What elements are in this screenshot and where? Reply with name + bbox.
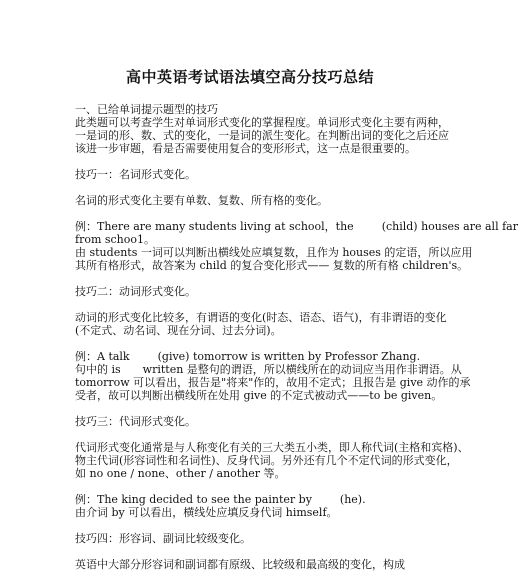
example-line: from schoo1。 (75, 233, 156, 246)
paragraph-line: 一是词的形、数、式的变化，一是词的派生变化。在判断出词的变化之后还应 (75, 129, 449, 142)
tip-heading: 技巧三：代词形式变化。 (75, 415, 196, 428)
example-text: 例：There are many students living at school，the (75, 220, 354, 233)
tip-heading: 技巧一：名词形式变化。 (75, 168, 196, 181)
example-line (75, 220, 518, 233)
document-title: 高中英语考试语法填空高分技巧总结 (125, 68, 374, 86)
paragraph-line: 名词的形式变化主要有单数、复数、所有格的变化。 (75, 194, 328, 207)
paragraph-line: 动词的形式变化比较多，有谓语的变化(时态、语态、语气)，有非谓语的变化 (75, 311, 447, 324)
explanation-line: 受者，故可以判断出横线所在处用 give 的不定式被动式——to be given。 (75, 389, 443, 402)
example-line (75, 493, 435, 506)
example-text: (he). (339, 493, 366, 506)
paragraph-line: 该进一步审题，看是否需要使用复合的变形形式，这一点是很重要的。 (75, 142, 416, 155)
example-text: (child) houses are all far (381, 220, 518, 233)
paragraph-line: 物主代词(形容词性和名词性)、反身代词。另外还有几个不定代词的形式变化， (75, 454, 458, 467)
section-heading: 一、已给单词提示题型的技巧 (75, 103, 218, 116)
paragraph-line: 如 no one / none、other / another 等。 (75, 467, 286, 480)
paragraph-line: (不定式、动名词、现在分词、过去分词)。 (75, 324, 282, 337)
paragraph-line: 代词形式变化通常是与人称变化有关的三大类五小类，即人称代词(主格和宾格)、 (75, 441, 469, 454)
paragraph-line: 此类题可以考查学生对单词形式变化的掌握程度。单词形式变化主要有两种， (75, 116, 449, 129)
explanation-line (75, 363, 462, 376)
tip-heading: 技巧二：动词形式变化。 (75, 285, 196, 298)
example-text: 例：A talk (75, 350, 130, 363)
example-text: (give) tomorrow is written by Professor Zhang. (157, 350, 421, 363)
example-text: 例：The king decided to see the painter by (75, 493, 312, 506)
explanation-text: written 是整句的谓语，所以横线所在的动词应当用作非谓语。从 (142, 363, 462, 376)
tip-heading: 技巧四：形容词、副词比较级变化。 (75, 532, 251, 545)
explanation-text: 句中的 is (75, 363, 121, 376)
explanation-line: 由介词 by 可以看出，横线处应填反身代词 himself。 (75, 506, 338, 519)
explanation-line: tomorrow 可以看出，报告是"将来"作的，故用不定式；且报告是 give 动作的承 (75, 376, 471, 389)
explanation-line: 其所有格形式，故答案为 child 的复合变化形式—— 复数的所有格 children's。 (75, 259, 469, 272)
example-line (75, 350, 435, 363)
explanation-line: 由 students 一词可以判断出横线处应填复数，且作为 houses 的定语，所以应用 (75, 246, 473, 259)
paragraph-line: 英语中大部分形容词和副词都有原级、比较级和最高级的变化，构成 (75, 558, 405, 571)
